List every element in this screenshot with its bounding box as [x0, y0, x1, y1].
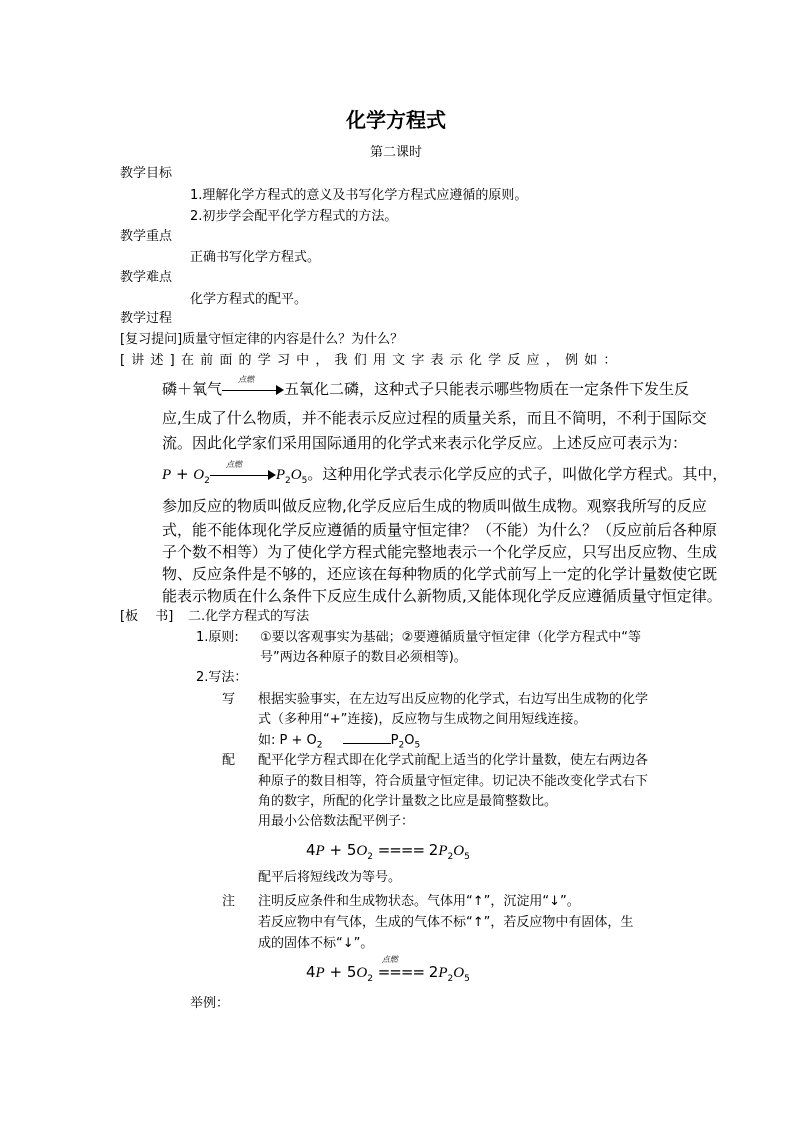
balance-line: 角的数字，所配的化学计量数之比应是最简整数比。: [258, 794, 558, 809]
balance-line: 种原子的数目相等，符合质量守恒定律。切记决不能改变化学式右下: [258, 774, 649, 789]
note-line: 成的固体不标“↓”。: [258, 936, 374, 951]
example-label: 举例：: [190, 996, 230, 1011]
word-equation: [162, 374, 690, 399]
paragraph-line: 式，能不能体现化学反应遵循的质量守恒定律？（不能）为什么？（反应前后各种原: [162, 521, 718, 539]
objective-item: 1.理解化学方程式的意义及书写化学方程式应遵循的原则。: [190, 188, 528, 203]
page-title: 化学方程式: [346, 108, 446, 132]
balanced-equation: $4P + 5O_2$ ==== $2P_2O_5$: [306, 841, 470, 862]
balance-label: 配: [222, 753, 236, 768]
paragraph-line: 应,生成了什么物质，并不能表示反应过程的质量关系，而且不简明，不利于国际交: [162, 409, 707, 427]
reaction-arrow: [222, 374, 284, 397]
review-question: [复习提问]质量守恒定律的内容是什么？为什么？: [120, 332, 404, 347]
write-label: 写: [222, 692, 236, 707]
final-condition: 点燃: [381, 955, 398, 964]
key-point-text: 正确书写化学方程式。: [190, 250, 321, 265]
principle-line: ①要以客观事实为基础；②要遵循质量守恒定律（化学方程式中“等: [260, 630, 642, 645]
lecture-intro: [讲述]在前面的学习中，我们用文字表示化学反应，例如：: [120, 353, 623, 368]
board-heading: 二.化学方程式的写法: [188, 609, 310, 624]
paragraph-line: 子个数不相等）为了使化学方程式能完整地表示一个化学反应，只写出反应物、生成: [162, 543, 718, 561]
balance-line: 用最小公倍数法配平例子：: [258, 814, 415, 829]
objective-item: 2.初步学会配平化学方程式的方法。: [190, 209, 398, 224]
note-label: 注: [222, 894, 236, 909]
reaction-arrow: 点燃: [210, 468, 276, 482]
balance-line: 配平化学方程式即在化学式前配上适当的化学计量数，使左右两边各: [258, 753, 649, 768]
word-eq-left: 磷＋氧气: [162, 380, 223, 398]
paragraph-line: 参加反应的物质叫做反应物,化学反应后生成的物质叫做生成物。观察我所写的反应: [162, 497, 707, 515]
board-label: [板 书]: [120, 609, 174, 624]
connector-line: [343, 733, 391, 744]
write-line: 根据实验事实，在左边写出反应物的化学式，右边写出生成物的化学: [258, 692, 649, 707]
reaction-condition: 点燃: [238, 374, 255, 384]
process-heading: 教学过程: [120, 311, 173, 326]
paragraph-line: 流。因此化学家们采用国际通用的化学式来表示化学反应。上述反应可表示为：: [162, 434, 688, 452]
write-example: 如: $P + O_2$ $P_2O_5$: [258, 733, 421, 751]
principle-line: 号”两边各种原子的数目必须相等)。: [260, 650, 467, 665]
word-eq-tail: ，这种式子只能表示哪些物质在一定条件下发生反: [359, 380, 690, 398]
chemical-equation-1: $P + O_2$ 点燃 $P_2O_5$。这种用化学式表示化学反应的式子，叫做化学方程式。其中，: [162, 459, 728, 486]
eq1-tail: 。这种用化学式表示化学反应的式子，叫做化学方程式。其中，: [307, 465, 728, 483]
key-point-heading: 教学重点: [120, 229, 173, 244]
paragraph-line: 物、反应条件是不够的，还应该在每种物质的化学式前写上一定的化学计量数使它既: [162, 565, 718, 583]
word-eq-right: 五氧化二磷: [284, 380, 360, 398]
difficulty-text: 化学方程式的配平。: [190, 292, 308, 307]
paragraph-line: 能表示物质在什么条件下反应生成什么新物质,又能体现化学反应遵循质量守恒定律。: [162, 587, 722, 605]
difficulty-heading: 教学难点: [120, 270, 173, 285]
final-equation: $4P + 5O_2$ 点燃 ==== $2P_2O_5$: [306, 955, 470, 984]
note-line: 若反应物中有气体，生成的气体不标“↑”，若反应物中有固体，生: [258, 915, 634, 930]
balance-after: 配平后将短线改为等号。: [258, 870, 402, 885]
method-label: 2.写法：: [196, 670, 248, 685]
write-line: 式（多种用“+”连接)，反应物与生成物之间用短线连接。: [258, 712, 587, 727]
note-line: 注明反应条件和生成物状态。气体用“↑”，沉淀用“↓”。: [258, 894, 580, 909]
objectives-heading: 教学目标: [120, 166, 173, 181]
page-subtitle: 第二课时: [370, 145, 423, 160]
principle-label: 1.原则:: [196, 630, 239, 645]
